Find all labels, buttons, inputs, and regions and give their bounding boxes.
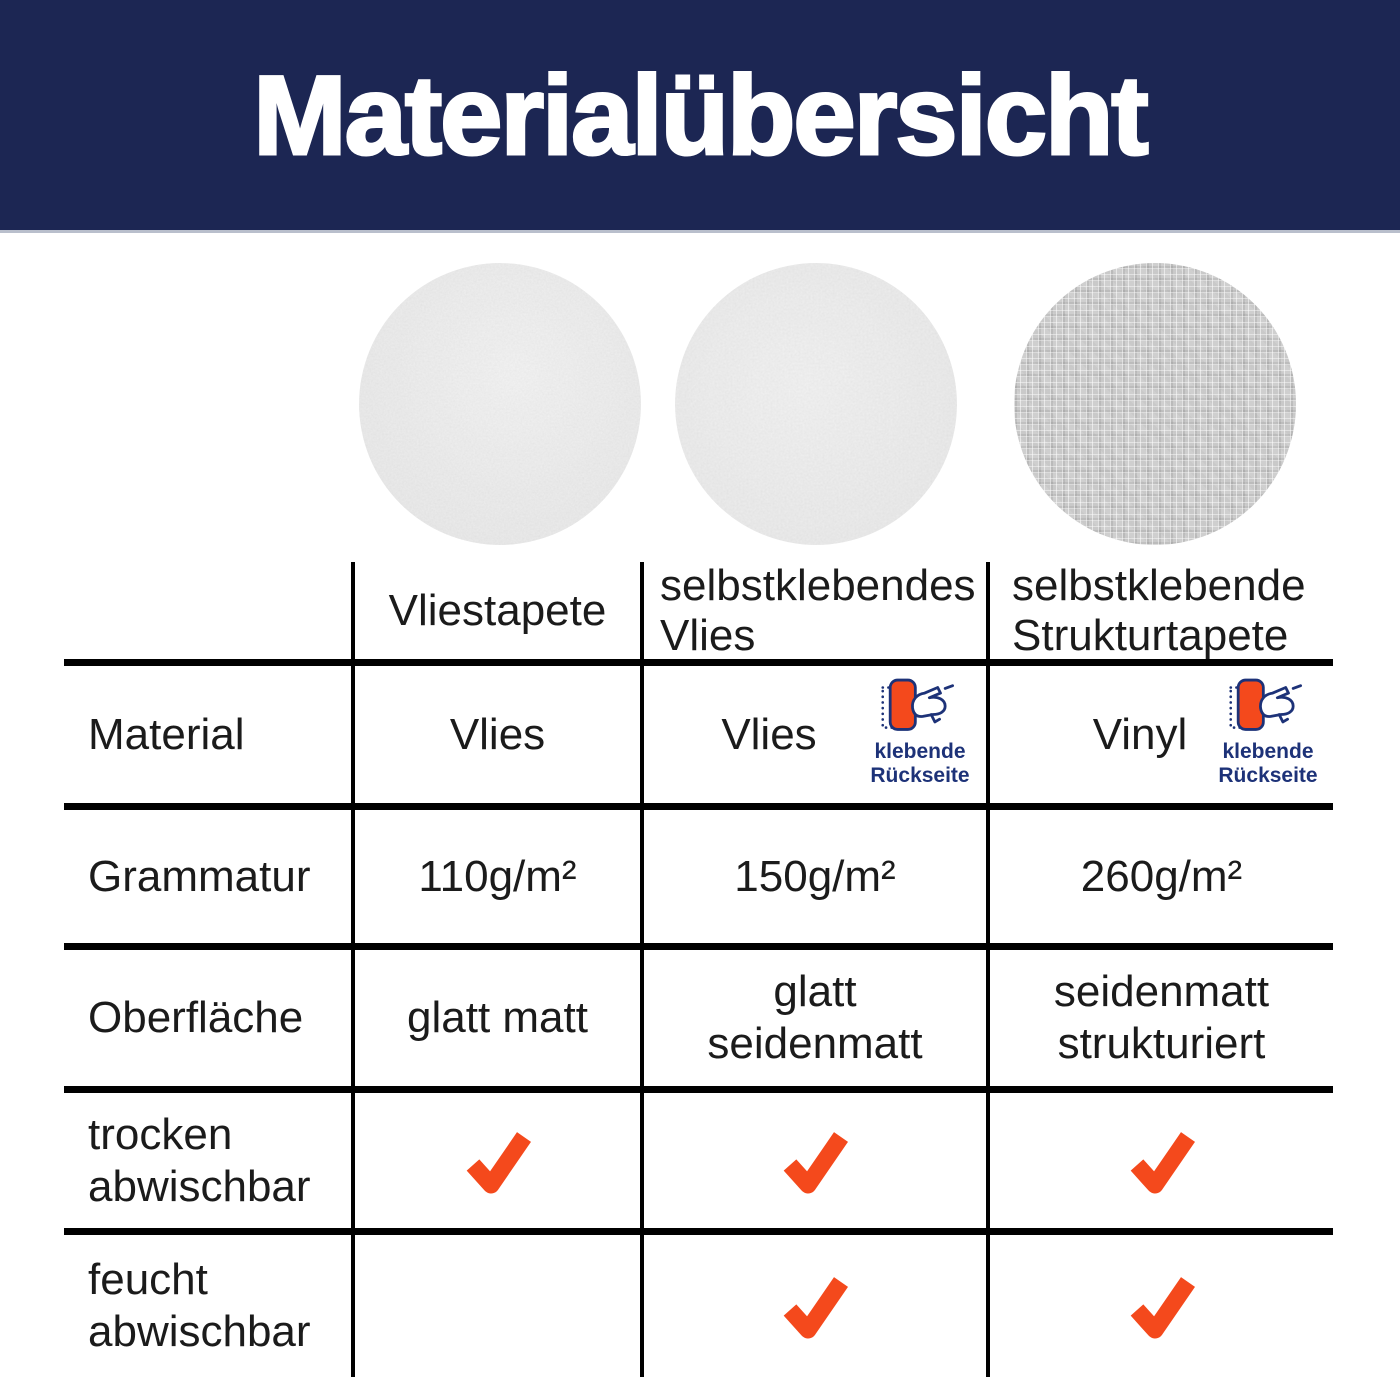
swatch-vliestapete — [359, 263, 641, 545]
checkmark-icon — [1125, 1269, 1199, 1343]
column-header-label: selbstklebende — [1012, 560, 1306, 610]
material-value-selbstklebendes-vlies: Vlies — [721, 709, 817, 759]
grammatur-value-vliestapete: 110g/m² — [418, 851, 577, 901]
badge-label: klebende Rückseite — [870, 740, 970, 787]
row-label-trocken-abwischbar: trocken abwischbar — [88, 1109, 311, 1211]
table-grid-line — [64, 1086, 1333, 1093]
oberflaeche-value-selbstklebendes-vlies: glatt seidenmatt — [707, 967, 923, 1068]
title-banner — [0, 0, 1400, 233]
adhesive-back-badge — [858, 676, 982, 798]
peel-sticker-icon — [879, 676, 961, 740]
column-header-label: Strukturtapete — [1012, 610, 1289, 660]
row-label-oberflaeche: Oberfläche — [88, 993, 304, 1042]
grammatur-value-strukturtapete: 260g/m² — [1080, 851, 1243, 901]
smooth-fleece-texture — [675, 263, 957, 545]
check-feucht-selbstklebendes-vlies — [644, 1235, 986, 1377]
table-grid-line — [64, 803, 1333, 810]
adhesive-back-badge — [1206, 676, 1330, 798]
column-header-selbstklebendes-vlies — [644, 562, 986, 659]
smooth-fleece-texture — [359, 263, 641, 545]
swatch-selbstklebendes-vlies — [675, 263, 957, 545]
check-trocken-strukturtapete — [990, 1093, 1333, 1228]
check-trocken-selbstklebendes-vlies — [644, 1093, 986, 1228]
row-label-grammatur: Grammatur — [88, 851, 311, 901]
column-header-strukturtapete — [990, 562, 1333, 659]
grammatur-value-selbstklebendes-vlies: 150g/m² — [734, 851, 896, 901]
peel-sticker-icon — [1227, 676, 1309, 740]
badge-label: klebende Rückseite — [1218, 740, 1318, 787]
checkmark-icon — [778, 1124, 852, 1198]
checkmark-icon — [461, 1124, 535, 1198]
check-feucht-strukturtapete — [990, 1235, 1333, 1377]
swatch-strukturtapete — [1014, 263, 1296, 545]
checkmark-icon — [778, 1269, 852, 1343]
oberflaeche-value-strukturtapete: seidenmatt strukturiert — [1053, 967, 1270, 1068]
table-grid-line — [64, 1228, 1333, 1235]
material-value-vliestapete: Vlies — [449, 709, 546, 759]
row-label-feucht-abwischbar: feucht abwischbar — [88, 1255, 311, 1356]
column-header-label: selbstklebendes — [660, 560, 976, 610]
table-grid-line — [64, 943, 1333, 950]
material-value-strukturtapete: Vinyl — [1092, 709, 1188, 759]
check-trocken-vliestapete — [355, 1093, 640, 1228]
column-header-label: Vlies — [660, 610, 756, 660]
column-header-label: Vliestapete — [388, 585, 607, 635]
oberflaeche-value-vliestapete: glatt matt — [407, 993, 588, 1042]
column-header-vliestapete — [355, 562, 640, 659]
page-title: Materialübersicht — [253, 52, 1147, 178]
checkmark-icon — [1125, 1124, 1199, 1198]
row-label-material: Material — [88, 709, 245, 759]
